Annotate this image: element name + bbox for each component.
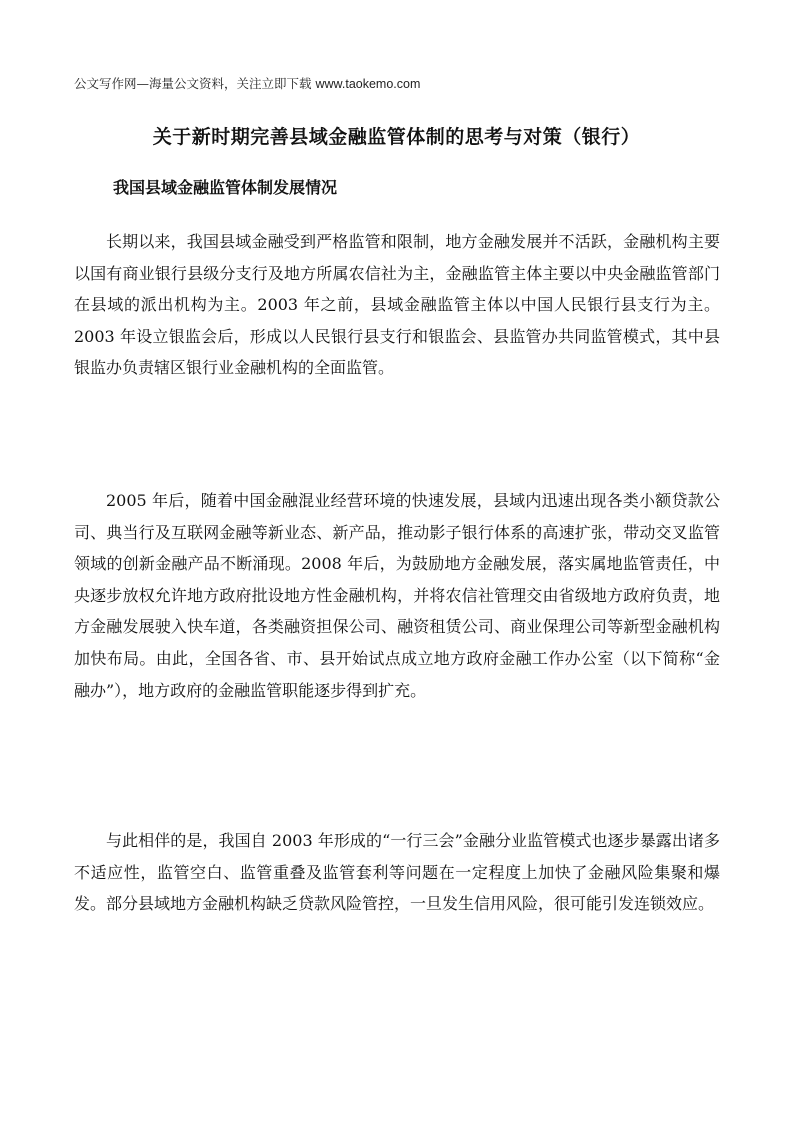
section-heading: 我国县域金融监管体制发展情况 (113, 178, 338, 197)
paragraph-3: 与此相伴的是，我国自 2003 年形成的“一行三会”金融分业监管模式也逐步暴露出诸多不适应性，监管空白、监管重叠及监管套利等问题在一定程度上加快了金融风险集聚和爆发。部分县域地方金融机构缺乏贷款风险管控，一旦发生信用风险，很可能引发连锁效应。 (74, 831, 720, 914)
header-site-link[interactable]: www.taokemo.com (315, 77, 421, 91)
document-title: 关于新时期完善县域金融监管体制的思考与对策（银行） (152, 126, 641, 148)
page-header (74, 74, 420, 92)
paragraph-1: 长期以来，我国县域金融受到严格监管和限制，地方金融发展并不活跃，金融机构主要以国有商业银行县级分支行及地方所属农信社为主，金融监管主体主要以中央金融监管部门在县域的派出机构为主。2003 年之前，县域金融监管主体以中国人民银行县支行为主。2003 年设立银监会后，形成以人民银行县支行和银监会、县监管办共同监管模式，其中县银监办负责辖区银行业金融机构的全面监管。 (74, 232, 720, 378)
paragraph-2: 2005 年后，随着中国金融混业经营环境的快速发展，县域内迅速出现各类小额贷款公司、典当行及互联网金融等新业态、新产品，推动影子银行体系的高速扩张，带动交叉监管领域的创新金融产品不断涌现。2008 年后，为鼓励地方金融发展，落实属地监管责任，中央逐步放权允许地方政府批设地方性金融机构，并将农信社管理交由省级地方政府负责，地方金融发展驶入快车道，各类融资担保公司、融资租赁公司、商业保理公司等新型金融机构加快布局。由此，全国各省、市、县开始试点成立地方政府金融工作办公室（以下简称“金融办”），地方政府的金融监管职能逐步得到扩充。 (74, 491, 720, 700)
header-prefix: 公文写作网—海量公文资料，关注立即下载 (74, 76, 316, 91)
